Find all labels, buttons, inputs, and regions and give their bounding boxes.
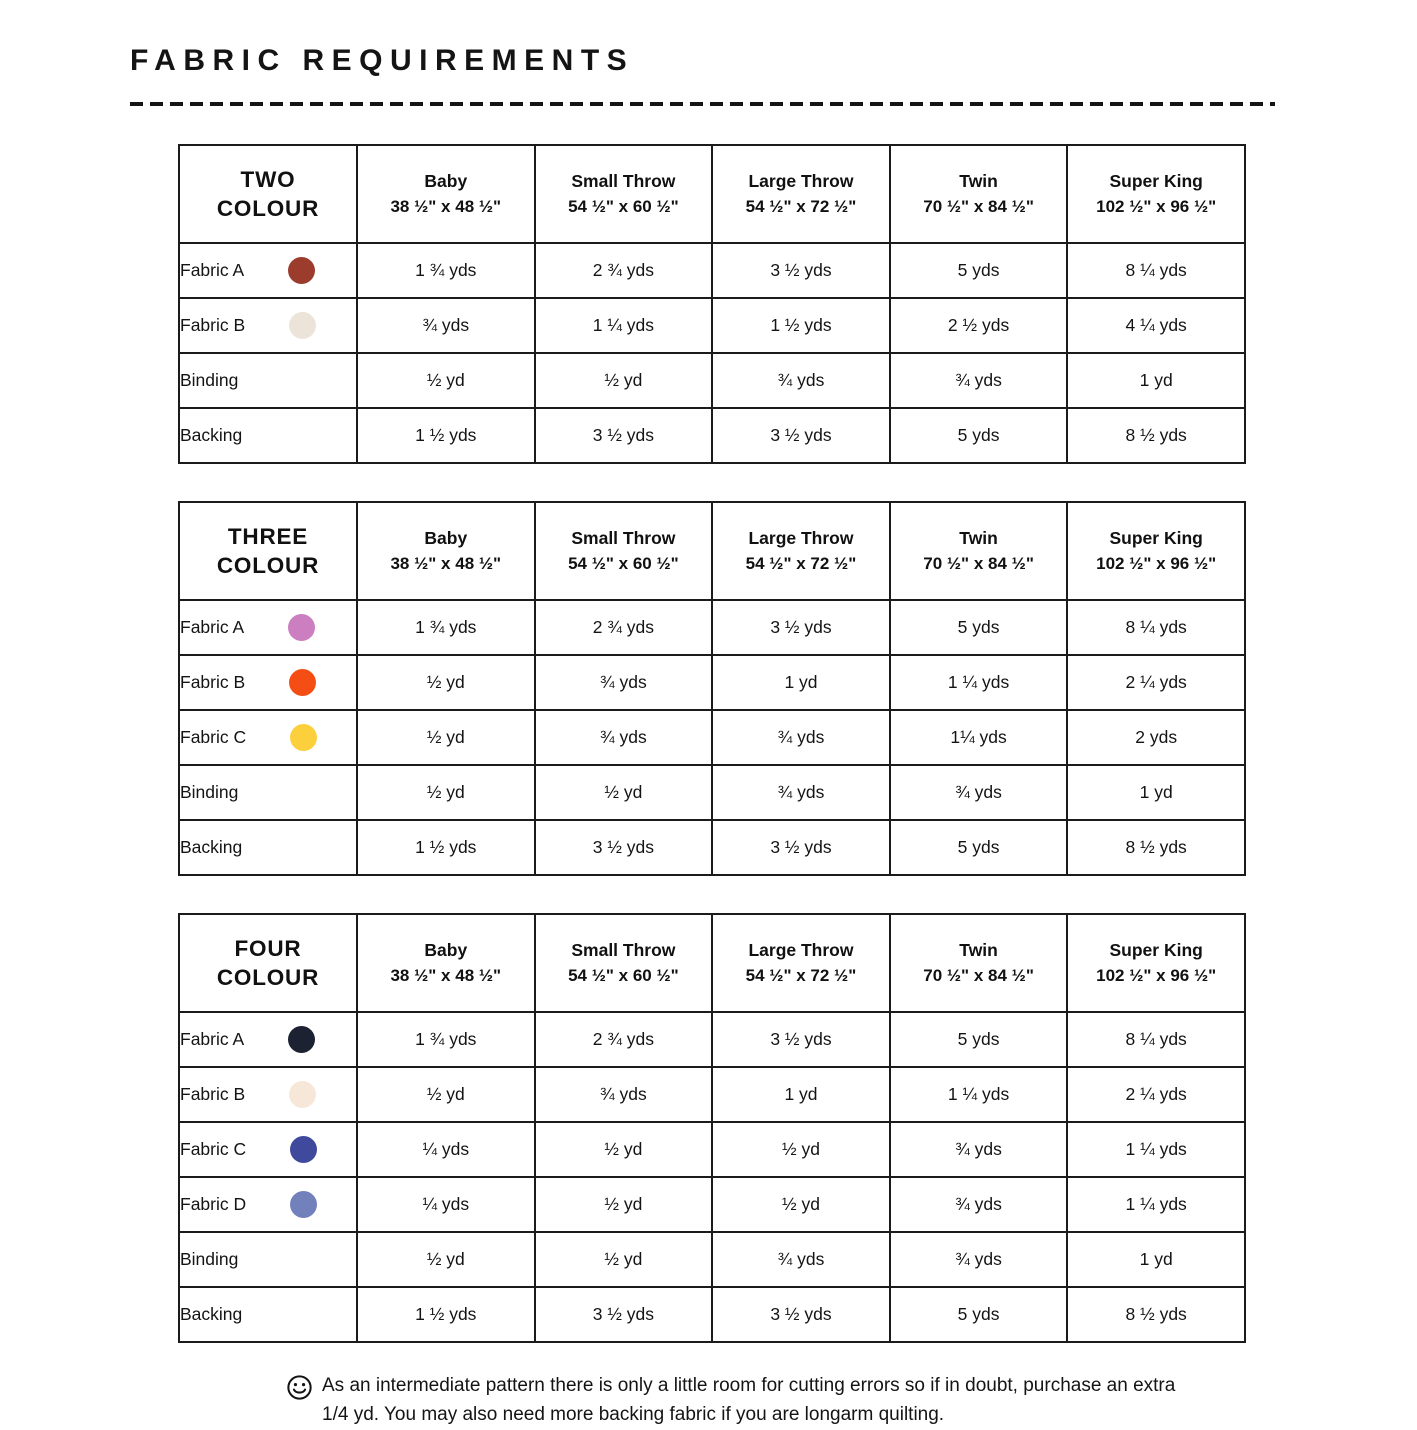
size-dimensions: 70 ½" x 84 ½": [923, 553, 1034, 573]
yardage-cell: 3 ½ yds: [535, 1287, 713, 1342]
fabric-colour-swatch: [289, 669, 316, 696]
size-column-header-twin: [890, 145, 1068, 243]
table-row: [179, 600, 1245, 655]
yardage-cell: 3 ½ yds: [712, 243, 890, 298]
fabric-colour-swatch: [290, 1191, 317, 1218]
size-dimensions: 54 ½" x 60 ½": [568, 965, 679, 985]
size-name: Super King: [1109, 528, 1203, 549]
yardage-cell: 1¼ yds: [890, 710, 1068, 765]
yardage-cell: ½ yd: [712, 1177, 890, 1232]
size-dimensions: 54 ½" x 72 ½": [745, 965, 857, 985]
size-column-header-twin: [890, 502, 1068, 600]
yardage-cell: ½ yd: [357, 710, 535, 765]
yardage-cell: 1 ½ yds: [357, 408, 535, 463]
size-column-header-baby: [357, 145, 535, 243]
yardage-cell: 3 ½ yds: [712, 408, 890, 463]
table-row: [179, 243, 1245, 298]
yardage-cell: 1 ¾ yds: [357, 600, 535, 655]
table-row: [179, 765, 1245, 820]
yardage-cell: ½ yd: [535, 765, 713, 820]
table-title-line1: FOUR: [234, 935, 302, 961]
yardage-cell: 8 ¼ yds: [1067, 1012, 1245, 1067]
size-dimensions: 70 ½" x 84 ½": [923, 965, 1034, 985]
row-label-cell: [179, 1067, 357, 1122]
table-row: [179, 710, 1245, 765]
yardage-cell: 8 ¼ yds: [1067, 243, 1245, 298]
yardage-cell: 1 ¼ yds: [1067, 1177, 1245, 1232]
fabric-colour-swatch: [290, 1136, 317, 1163]
row-label: Fabric A: [180, 1029, 245, 1049]
size-dimensions: 102 ½" x 96 ½": [1096, 965, 1217, 985]
row-label: Binding: [180, 1249, 239, 1269]
table-title-line1: THREE: [227, 523, 309, 549]
row-label-cell: [179, 820, 357, 875]
size-name: Twin: [959, 171, 998, 192]
size-dimensions: 102 ½" x 96 ½": [1096, 196, 1217, 216]
yardage-cell: 1 ½ yds: [357, 820, 535, 875]
fabric-colour-swatch: [288, 614, 315, 641]
table-header-row: [179, 502, 1245, 600]
yardage-cell: ¾ yds: [712, 765, 890, 820]
yardage-cell: 1 yd: [1067, 1232, 1245, 1287]
row-label: Binding: [180, 370, 239, 390]
size-column-header-super-king: [1067, 145, 1245, 243]
size-name: Small Throw: [571, 171, 676, 192]
size-column-header-baby: [357, 502, 535, 600]
size-dimensions: 102 ½" x 96 ½": [1096, 553, 1217, 573]
size-name: Baby: [424, 940, 468, 961]
footnote-text: As an intermediate pattern there is only a little room for cutting errors so if in doubt, purchase an extra 1/4 yd. You may also need more backing fabric if you are longarm quilting.: [322, 1375, 1176, 1426]
table-row: [179, 820, 1245, 875]
title-dashed-divider: [130, 102, 1275, 106]
size-name: Small Throw: [571, 940, 676, 961]
size-name: Twin: [959, 528, 998, 549]
row-label-cell: [179, 710, 357, 765]
yardage-cell: 2 ¼ yds: [1067, 1067, 1245, 1122]
size-column-header-large-throw: [712, 502, 890, 600]
size-dimensions: 38 ½" x 48 ½": [390, 196, 502, 216]
yardage-cell: 5 yds: [890, 243, 1068, 298]
table-title-cell: [179, 502, 357, 600]
smiley-face-icon: [286, 1374, 313, 1401]
row-label-cell: [179, 1287, 357, 1342]
size-column-header-super-king: [1067, 502, 1245, 600]
row-label: Fabric A: [180, 260, 245, 280]
table-row: [179, 1232, 1245, 1287]
yardage-cell: ¾ yds: [712, 353, 890, 408]
yardage-cell: ¼ yds: [357, 1177, 535, 1232]
yardage-cell: 2 ¾ yds: [535, 1012, 713, 1067]
yardage-cell: 4 ¼ yds: [1067, 298, 1245, 353]
row-label-cell: [179, 243, 357, 298]
yardage-cell: ½ yd: [535, 1177, 713, 1232]
fabric-table-four: [178, 913, 1246, 1343]
table-row: [179, 1012, 1245, 1067]
yardage-cell: 5 yds: [890, 600, 1068, 655]
yardage-cell: ¾ yds: [535, 655, 713, 710]
table-row: [179, 1177, 1245, 1232]
size-name: Large Throw: [748, 940, 854, 961]
row-label: Fabric B: [180, 1084, 246, 1104]
yardage-cell: ¾ yds: [712, 710, 890, 765]
table-title-cell: [179, 914, 357, 1012]
yardage-cell: 3 ½ yds: [535, 408, 713, 463]
yardage-cell: 1 yd: [1067, 353, 1245, 408]
size-dimensions: 70 ½" x 84 ½": [923, 196, 1034, 216]
row-label-cell: [179, 1012, 357, 1067]
yardage-cell: 5 yds: [890, 1287, 1068, 1342]
size-dimensions: 54 ½" x 72 ½": [745, 196, 857, 216]
yardage-cell: ¾ yds: [712, 1232, 890, 1287]
yardage-cell: 2 ½ yds: [890, 298, 1068, 353]
yardage-cell: ¾ yds: [890, 1122, 1068, 1177]
yardage-cell: 1 yd: [712, 1067, 890, 1122]
table-row: [179, 408, 1245, 463]
yardage-cell: ½ yd: [535, 1122, 713, 1177]
yardage-cell: ½ yd: [357, 1232, 535, 1287]
yardage-cell: 8 ¼ yds: [1067, 600, 1245, 655]
table-header-row: [179, 145, 1245, 243]
size-name: Large Throw: [748, 171, 854, 192]
yardage-cell: 8 ½ yds: [1067, 408, 1245, 463]
yardage-cell: ¾ yds: [890, 353, 1068, 408]
row-label-cell: [179, 1177, 357, 1232]
size-name: Super King: [1109, 940, 1203, 961]
table-title-line2: COLOUR: [216, 965, 320, 990]
page-title: FABRIC REQUIREMENTS: [130, 44, 635, 77]
yardage-cell: ¼ yds: [357, 1122, 535, 1177]
size-name: Super King: [1109, 171, 1203, 192]
yardage-cell: ¾ yds: [357, 298, 535, 353]
footnote: [0, 1371, 1417, 1430]
size-name: Baby: [424, 528, 468, 549]
yardage-cell: 1 ¼ yds: [890, 655, 1068, 710]
size-column-header-small-throw: [535, 914, 713, 1012]
row-label: Backing: [180, 837, 243, 857]
fabric-colour-swatch: [289, 1081, 316, 1108]
yardage-cell: ½ yd: [357, 353, 535, 408]
table-row: [179, 353, 1245, 408]
yardage-cell: 1 ½ yds: [357, 1287, 535, 1342]
table-title-cell: [179, 145, 357, 243]
yardage-cell: 2 ¼ yds: [1067, 655, 1245, 710]
yardage-cell: 3 ½ yds: [712, 600, 890, 655]
fabric-colour-swatch: [288, 257, 315, 284]
table-title-line1: TWO: [240, 166, 296, 192]
fabric-tables-container: [0, 144, 1417, 1343]
fabric-colour-swatch: [289, 312, 316, 339]
row-label: Fabric A: [180, 617, 245, 637]
table-title-line2: COLOUR: [216, 196, 320, 221]
yardage-cell: ½ yd: [357, 1067, 535, 1122]
yardage-cell: 2 yds: [1067, 710, 1245, 765]
size-name: Small Throw: [571, 528, 676, 549]
size-name: Baby: [424, 171, 468, 192]
size-name: Large Throw: [748, 528, 854, 549]
yardage-cell: ½ yd: [535, 353, 713, 408]
fabric-colour-swatch: [290, 724, 317, 751]
row-label: Backing: [180, 425, 243, 445]
size-column-header-large-throw: [712, 914, 890, 1012]
yardage-cell: ¾ yds: [890, 1177, 1068, 1232]
yardage-cell: 5 yds: [890, 1012, 1068, 1067]
yardage-cell: ½ yd: [357, 655, 535, 710]
row-label: Fabric C: [180, 727, 247, 747]
size-column-header-small-throw: [535, 145, 713, 243]
yardage-cell: 1 ¼ yds: [535, 298, 713, 353]
row-label-cell: [179, 1232, 357, 1287]
size-column-header-super-king: [1067, 914, 1245, 1012]
row-label-cell: [179, 353, 357, 408]
yardage-cell: 1 ¼ yds: [890, 1067, 1068, 1122]
size-dimensions: 38 ½" x 48 ½": [390, 965, 502, 985]
row-label-cell: [179, 298, 357, 353]
row-label: Backing: [180, 1304, 243, 1324]
row-label: Fabric B: [180, 315, 246, 335]
fabric-table-two: [178, 144, 1246, 464]
yardage-cell: 5 yds: [890, 820, 1068, 875]
size-dimensions: 54 ½" x 72 ½": [745, 553, 857, 573]
size-column-header-large-throw: [712, 145, 890, 243]
table-row: [179, 655, 1245, 710]
yardage-cell: 1 ¾ yds: [357, 1012, 535, 1067]
yardage-cell: ¾ yds: [890, 765, 1068, 820]
row-label-cell: [179, 655, 357, 710]
row-label-cell: [179, 765, 357, 820]
row-label-cell: [179, 1122, 357, 1177]
row-label-cell: [179, 408, 357, 463]
table-title-line2: COLOUR: [216, 553, 320, 578]
yardage-cell: 2 ¾ yds: [535, 243, 713, 298]
yardage-cell: 1 ¾ yds: [357, 243, 535, 298]
yardage-cell: 3 ½ yds: [712, 1012, 890, 1067]
yardage-cell: 1 yd: [1067, 765, 1245, 820]
row-label: Fabric D: [180, 1194, 247, 1214]
yardage-cell: 3 ½ yds: [535, 820, 713, 875]
size-column-header-baby: [357, 914, 535, 1012]
yardage-cell: 5 yds: [890, 408, 1068, 463]
size-name: Twin: [959, 940, 998, 961]
table-row: [179, 1287, 1245, 1342]
yardage-cell: 1 ½ yds: [712, 298, 890, 353]
yardage-cell: ½ yd: [357, 765, 535, 820]
yardage-cell: ½ yd: [712, 1122, 890, 1177]
yardage-cell: ¾ yds: [535, 710, 713, 765]
yardage-cell: 8 ½ yds: [1067, 820, 1245, 875]
size-dimensions: 38 ½" x 48 ½": [390, 553, 502, 573]
yardage-cell: 3 ½ yds: [712, 1287, 890, 1342]
yardage-cell: 3 ½ yds: [712, 820, 890, 875]
size-dimensions: 54 ½" x 60 ½": [568, 196, 679, 216]
size-column-header-twin: [890, 914, 1068, 1012]
fabric-table-three: [178, 501, 1246, 876]
yardage-cell: 2 ¾ yds: [535, 600, 713, 655]
yardage-cell: 8 ½ yds: [1067, 1287, 1245, 1342]
fabric-colour-swatch: [288, 1026, 315, 1053]
table-row: [179, 298, 1245, 353]
table-header-row: [179, 914, 1245, 1012]
row-label-cell: [179, 600, 357, 655]
size-dimensions: 54 ½" x 60 ½": [568, 553, 679, 573]
size-column-header-small-throw: [535, 502, 713, 600]
table-row: [179, 1067, 1245, 1122]
yardage-cell: ¾ yds: [535, 1067, 713, 1122]
yardage-cell: ½ yd: [535, 1232, 713, 1287]
table-row: [179, 1122, 1245, 1177]
row-label: Fabric B: [180, 672, 246, 692]
row-label: Binding: [180, 782, 239, 802]
yardage-cell: ¾ yds: [890, 1232, 1068, 1287]
row-label: Fabric C: [180, 1139, 247, 1159]
yardage-cell: 1 yd: [712, 655, 890, 710]
yardage-cell: 1 ¼ yds: [1067, 1122, 1245, 1177]
title-block: [0, 0, 1417, 106]
